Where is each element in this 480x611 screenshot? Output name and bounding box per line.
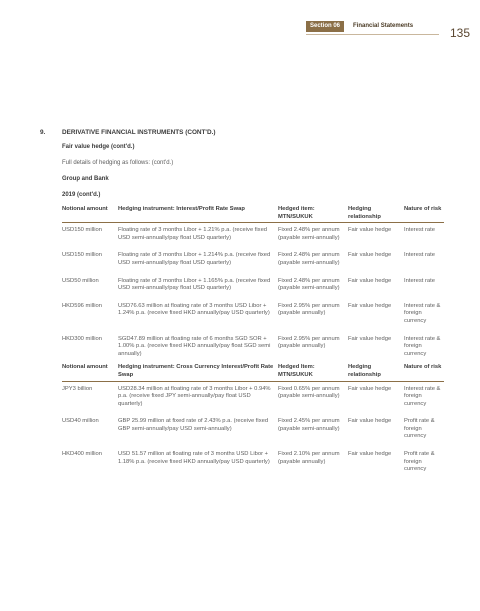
table-row <box>62 227 444 242</box>
cell-instrument: SGD47.89 million at floating rate of 6 months SGD SOR + 1.00% p.a. (receive fixed HKD annually/pay float SGD semi annually) <box>118 335 271 357</box>
cell-notional: HKD300 million <box>62 335 102 342</box>
cell-risk: Interest rate & foreign currency <box>404 385 441 407</box>
table-row <box>62 303 444 326</box>
cell-risk: Interest rate & foreign currency <box>404 302 441 324</box>
table1-header-risk: Nature of risk <box>404 206 442 212</box>
cell-notional: JPY3 billion <box>62 385 93 392</box>
cell-risk: Profit rate & foreign currency <box>404 451 435 473</box>
cell-relationship: Fair value hedge <box>348 302 392 309</box>
page-header <box>306 21 413 32</box>
cell-hedged-item: Fixed 2.48% per annum (payable semi-annually) <box>278 252 340 266</box>
cell-relationship: Fair value hedge <box>348 451 392 458</box>
cell-instrument: Floating rate of 3 months Libor + 1.165% p.a. (receive fixed USD semi-annually/pay float USD quarterly) <box>118 277 271 292</box>
table-row <box>62 386 444 409</box>
table2-header-row <box>62 364 444 379</box>
cell-relationship: Fair value hedge <box>348 277 392 284</box>
cell-risk: Interest rate & foreign currency <box>404 335 441 357</box>
cell-instrument: Floating rate of 3 months Libor + 1.214% p.a. (receive fixed USD semi-annually/pay float USD quarterly) <box>118 252 271 266</box>
note-year: 2019 (cont'd.) <box>62 192 101 198</box>
table1-header-row <box>62 206 444 221</box>
cell-relationship: Fair value hedge <box>348 252 392 259</box>
cell-relationship: Fair value hedge <box>348 418 392 425</box>
note-scope: Group and Bank <box>62 176 109 182</box>
cell-notional: USD40 million <box>62 418 99 425</box>
cell-notional: USD50 million <box>62 277 99 284</box>
table1-header-relationship: Hedging relationship <box>348 206 381 220</box>
table2-header-divider <box>62 381 444 382</box>
cell-hedged-item: Fixed 0.65% per annum (payable semi-annually) <box>278 385 340 400</box>
table1-header-divider <box>62 222 444 223</box>
cell-hedged-item: Fixed 2.48% per annum (payable semi-annually) <box>278 227 340 241</box>
table-row <box>62 418 444 441</box>
cell-instrument: Floating rate of 3 months Libor + 1.21% p.a. (receive fixed USD semi-annually/pay float USD quarterly) <box>118 227 268 241</box>
table1-header-notional: Notional amount <box>62 206 108 212</box>
note-content <box>40 128 444 474</box>
note-subtitle: Fair value hedge (cont'd.) <box>62 144 135 150</box>
table-row <box>62 336 444 359</box>
table2-header-risk: Nature of risk <box>404 364 442 371</box>
cell-hedged-item: Fixed 2.48% per annum (payable semi-annually) <box>278 277 340 292</box>
page-number: 135 <box>450 26 471 40</box>
table-row <box>62 278 444 293</box>
cell-hedged-item: Fixed 2.95% per annum (payable annually) <box>278 335 340 350</box>
note-number: 9. <box>40 129 46 136</box>
section-title: Financial Statements <box>353 23 414 29</box>
note-description: Full details of hedging as follows: (cont'd.) <box>62 160 174 166</box>
cell-instrument: USD28.34 million at floating rate of 3 months Libor + 0.94% p.a. (receive fixed JPY semi-annually/pay float USD quarterly) <box>118 385 271 407</box>
cell-hedged-item: Fixed 2.10% per annum (payable annually) <box>278 451 340 465</box>
cell-instrument: USD 51.57 million at floating rate of 3 months USD Libor + 1.18% p.a. (receive fixed HKD annually/pay USD quarterly) <box>118 451 270 465</box>
cell-notional: USD150 million <box>62 252 102 259</box>
cell-relationship: Fair value hedge <box>348 335 392 342</box>
note-heading <box>40 128 444 137</box>
table2-header-notional: Notional amount <box>62 364 108 371</box>
section-badge: Section 06 <box>306 21 344 32</box>
cell-notional: HKD596 million <box>62 302 102 309</box>
note-title: DERIVATIVE FINANCIAL INSTRUMENTS (CONT'D.) <box>62 129 216 136</box>
table1-header-instrument: Hedging instrument: Interest/Profit Rate Swap <box>118 206 245 212</box>
table1-header-hedged-item: Hedged item: MTN/SUKUK <box>278 206 315 220</box>
cell-hedged-item: Fixed 2.45% per annum (payable semi-annually) <box>278 418 340 432</box>
cell-risk: Interest rate <box>404 277 435 284</box>
hedging-table <box>62 206 444 474</box>
cell-instrument: GBP 25.99 million at fixed rate of 2.43% p.a. (receive fixed GBP semi-annually/pay USD semi-annually) <box>118 418 269 432</box>
cell-notional: HKD400 million <box>62 451 102 458</box>
table2-header-hedged-item: Hedged Item: MTN/SUKUK <box>278 364 315 378</box>
header-divider <box>306 34 439 35</box>
table-row <box>62 451 444 474</box>
cell-hedged-item: Fixed 2.95% per annum (payable annually) <box>278 302 340 317</box>
cell-risk: Profit rate & foreign currency <box>404 418 435 440</box>
cell-relationship: Fair value hedge <box>348 385 392 392</box>
table-row <box>62 252 444 267</box>
cell-risk: Interest rate <box>404 252 435 259</box>
table2-header-instrument: Hedging instrument: Cross Currency Interest/Profit Rate Swap <box>118 364 274 378</box>
cell-notional: USD150 million <box>62 227 102 234</box>
cell-instrument: USD76.63 million at floating rate of 3 months USD Libor + 1.24% p.a. (receive fixed HKD annually/pay USD quarterly) <box>118 302 270 317</box>
cell-risk: Interest rate <box>404 227 435 234</box>
table2-header-relationship: Hedging relationship <box>348 364 381 378</box>
cell-relationship: Fair value hedge <box>348 227 392 234</box>
